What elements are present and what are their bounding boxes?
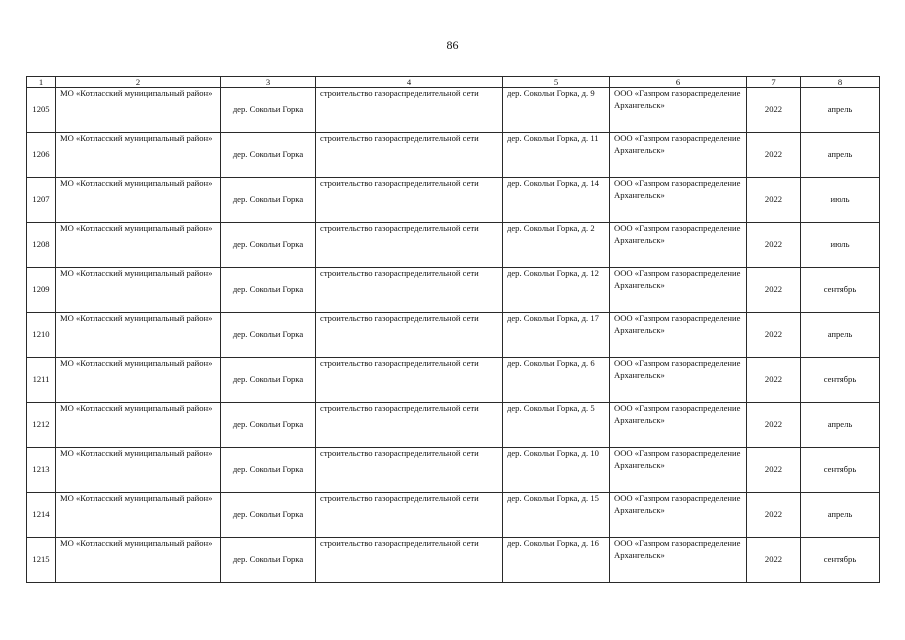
month-cell: сентябрь bbox=[801, 538, 880, 583]
settlement-cell: дер. Сокольи Горка bbox=[221, 358, 316, 403]
month-cell: сентябрь bbox=[801, 448, 880, 493]
municipality-cell: МО «Котласский муниципальный район» bbox=[56, 133, 221, 178]
table-row bbox=[27, 538, 880, 583]
address-cell: дер. Сокольи Горка, д. 12 bbox=[503, 268, 610, 313]
header-cell-8: 8 bbox=[801, 77, 880, 88]
address-cell: дер. Сокольи Горка, д. 15 bbox=[503, 493, 610, 538]
row-number: 1206 bbox=[27, 133, 56, 178]
month-cell: сентябрь bbox=[801, 358, 880, 403]
year-cell: 2022 bbox=[747, 358, 801, 403]
table-row bbox=[27, 268, 880, 313]
settlement-cell: дер. Сокольи Горка bbox=[221, 268, 316, 313]
header-cell-5: 5 bbox=[503, 77, 610, 88]
organization-cell: ООО «Газпром газораспределение Архангельск» bbox=[610, 313, 747, 358]
object-cell: строительство газораспределительной сети bbox=[316, 223, 503, 268]
address-cell: дер. Сокольи Горка, д. 17 bbox=[503, 313, 610, 358]
object-cell: строительство газораспределительной сети bbox=[316, 403, 503, 448]
month-cell: апрель bbox=[801, 403, 880, 448]
address-cell: дер. Сокольи Горка, д. 14 bbox=[503, 178, 610, 223]
works-table bbox=[26, 76, 880, 583]
month-cell: апрель bbox=[801, 133, 880, 178]
settlement-cell: дер. Сокольи Горка bbox=[221, 88, 316, 133]
settlement-cell: дер. Сокольи Горка bbox=[221, 178, 316, 223]
organization-cell: ООО «Газпром газораспределение Архангельск» bbox=[610, 223, 747, 268]
municipality-cell: МО «Котласский муниципальный район» bbox=[56, 493, 221, 538]
municipality-cell: МО «Котласский муниципальный район» bbox=[56, 88, 221, 133]
address-cell: дер. Сокольи Горка, д. 5 bbox=[503, 403, 610, 448]
municipality-cell: МО «Котласский муниципальный район» bbox=[56, 313, 221, 358]
table-row bbox=[27, 223, 880, 268]
municipality-cell: МО «Котласский муниципальный район» bbox=[56, 448, 221, 493]
settlement-cell: дер. Сокольи Горка bbox=[221, 313, 316, 358]
table-row bbox=[27, 403, 880, 448]
organization-cell: ООО «Газпром газораспределение Архангельск» bbox=[610, 88, 747, 133]
municipality-cell: МО «Котласский муниципальный район» bbox=[56, 538, 221, 583]
year-cell: 2022 bbox=[747, 133, 801, 178]
settlement-cell: дер. Сокольи Горка bbox=[221, 493, 316, 538]
organization-cell: ООО «Газпром газораспределение Архангельск» bbox=[610, 268, 747, 313]
object-cell: строительство газораспределительной сети bbox=[316, 268, 503, 313]
organization-cell: ООО «Газпром газораспределение Архангельск» bbox=[610, 178, 747, 223]
table-row bbox=[27, 178, 880, 223]
municipality-cell: МО «Котласский муниципальный район» bbox=[56, 358, 221, 403]
table-row bbox=[27, 448, 880, 493]
header-row bbox=[27, 77, 880, 88]
year-cell: 2022 bbox=[747, 448, 801, 493]
header-cell-4: 4 bbox=[316, 77, 503, 88]
year-cell: 2022 bbox=[747, 493, 801, 538]
month-cell: июль bbox=[801, 178, 880, 223]
row-number: 1209 bbox=[27, 268, 56, 313]
municipality-cell: МО «Котласский муниципальный район» bbox=[56, 178, 221, 223]
month-cell: апрель bbox=[801, 88, 880, 133]
row-number: 1212 bbox=[27, 403, 56, 448]
address-cell: дер. Сокольи Горка, д. 9 bbox=[503, 88, 610, 133]
header-cell-6: 6 bbox=[610, 77, 747, 88]
row-number: 1207 bbox=[27, 178, 56, 223]
object-cell: строительство газораспределительной сети bbox=[316, 448, 503, 493]
organization-cell: ООО «Газпром газораспределение Архангельск» bbox=[610, 448, 747, 493]
table-row bbox=[27, 313, 880, 358]
month-cell: сентябрь bbox=[801, 268, 880, 313]
header-cell-2: 2 bbox=[56, 77, 221, 88]
organization-cell: ООО «Газпром газораспределение Архангельск» bbox=[610, 493, 747, 538]
object-cell: строительство газораспределительной сети bbox=[316, 493, 503, 538]
address-cell: дер. Сокольи Горка, д. 11 bbox=[503, 133, 610, 178]
year-cell: 2022 bbox=[747, 403, 801, 448]
row-number: 1208 bbox=[27, 223, 56, 268]
row-number: 1205 bbox=[27, 88, 56, 133]
organization-cell: ООО «Газпром газораспределение Архангельск» bbox=[610, 538, 747, 583]
object-cell: строительство газораспределительной сети bbox=[316, 178, 503, 223]
row-number: 1215 bbox=[27, 538, 56, 583]
address-cell: дер. Сокольи Горка, д. 2 bbox=[503, 223, 610, 268]
year-cell: 2022 bbox=[747, 268, 801, 313]
settlement-cell: дер. Сокольи Горка bbox=[221, 448, 316, 493]
page-number: 86 bbox=[446, 38, 459, 52]
settlement-cell: дер. Сокольи Горка bbox=[221, 133, 316, 178]
year-cell: 2022 bbox=[747, 313, 801, 358]
object-cell: строительство газораспределительной сети bbox=[316, 358, 503, 403]
object-cell: строительство газораспределительной сети bbox=[316, 538, 503, 583]
month-cell: июль bbox=[801, 223, 880, 268]
row-number: 1211 bbox=[27, 358, 56, 403]
settlement-cell: дер. Сокольи Горка bbox=[221, 223, 316, 268]
header-cell-1: 1 bbox=[27, 77, 56, 88]
address-cell: дер. Сокольи Горка, д. 16 bbox=[503, 538, 610, 583]
row-number: 1213 bbox=[27, 448, 56, 493]
municipality-cell: МО «Котласский муниципальный район» bbox=[56, 403, 221, 448]
municipality-cell: МО «Котласский муниципальный район» bbox=[56, 223, 221, 268]
settlement-cell: дер. Сокольи Горка bbox=[221, 538, 316, 583]
year-cell: 2022 bbox=[747, 223, 801, 268]
settlement-cell: дер. Сокольи Горка bbox=[221, 403, 316, 448]
table-row bbox=[27, 88, 880, 133]
table-row bbox=[27, 133, 880, 178]
month-cell: апрель bbox=[801, 313, 880, 358]
year-cell: 2022 bbox=[747, 538, 801, 583]
year-cell: 2022 bbox=[747, 88, 801, 133]
table-row bbox=[27, 358, 880, 403]
organization-cell: ООО «Газпром газораспределение Архангельск» bbox=[610, 358, 747, 403]
month-cell: апрель bbox=[801, 493, 880, 538]
year-cell: 2022 bbox=[747, 178, 801, 223]
row-number: 1210 bbox=[27, 313, 56, 358]
row-number: 1214 bbox=[27, 493, 56, 538]
object-cell: строительство газораспределительной сети bbox=[316, 133, 503, 178]
address-cell: дер. Сокольи Горка, д. 10 bbox=[503, 448, 610, 493]
table-row bbox=[27, 493, 880, 538]
organization-cell: ООО «Газпром газораспределение Архангельск» bbox=[610, 403, 747, 448]
organization-cell: ООО «Газпром газораспределение Архангельск» bbox=[610, 133, 747, 178]
header-cell-7: 7 bbox=[747, 77, 801, 88]
header-cell-3: 3 bbox=[221, 77, 316, 88]
address-cell: дер. Сокольи Горка, д. 6 bbox=[503, 358, 610, 403]
municipality-cell: МО «Котласский муниципальный район» bbox=[56, 268, 221, 313]
object-cell: строительство газораспределительной сети bbox=[316, 313, 503, 358]
object-cell: строительство газораспределительной сети bbox=[316, 88, 503, 133]
